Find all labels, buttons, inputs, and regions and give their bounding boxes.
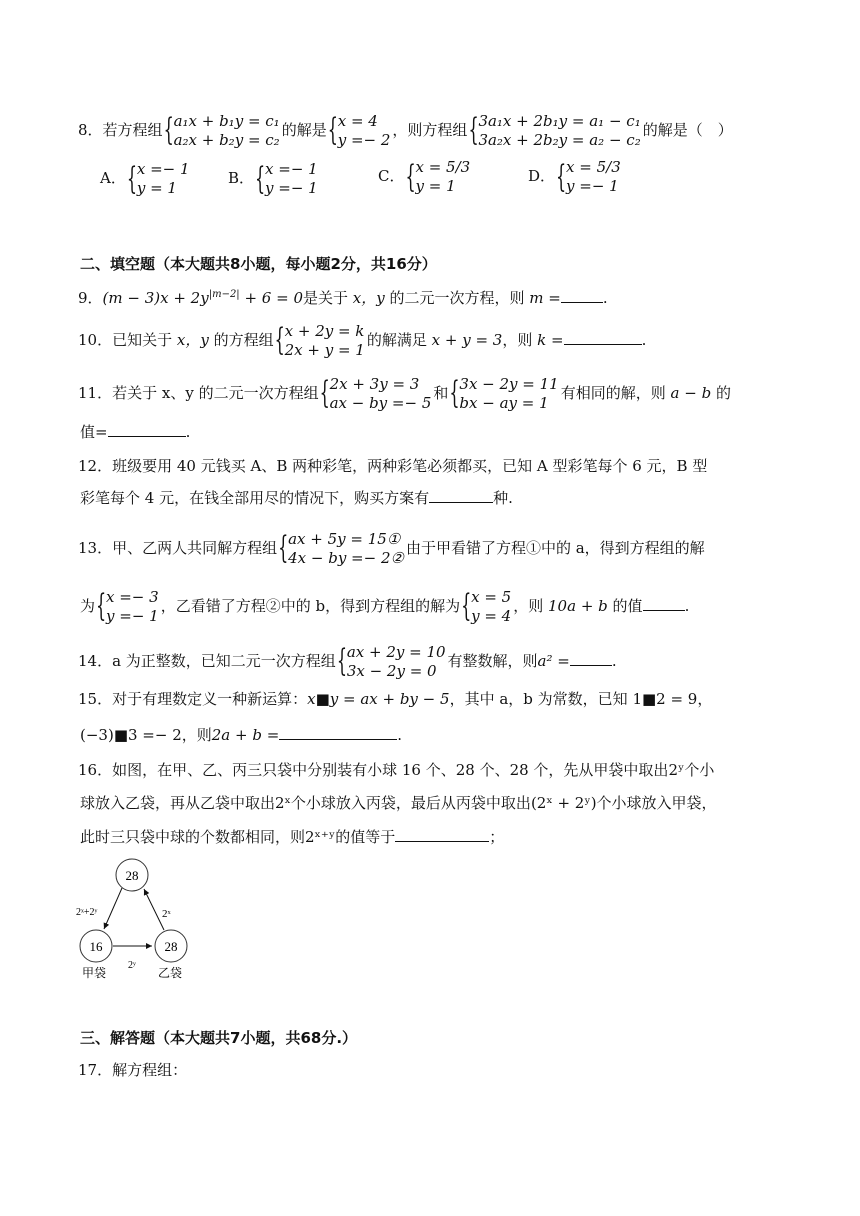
equation: 3x − 2y = 0 — [346, 662, 437, 680]
question-number: 13． — [78, 539, 113, 557]
equation: { x =− 1 — [136, 160, 190, 178]
text: ，则 — [181, 726, 212, 744]
text: 由于甲看错了方程①中的 a，得到方程组的解 — [405, 539, 705, 557]
question-15-line-2 — [80, 724, 402, 746]
text: 的解满足 — [366, 331, 427, 349]
text: . — [684, 597, 690, 615]
bag-left-count: 16 — [89, 939, 103, 954]
text: 如图，在甲、乙、丙三只袋中分别装有小球 16 个、28 个、28 个，先从甲袋中取出 — [112, 761, 669, 779]
bag-diagram — [74, 855, 204, 985]
text: 此时三只袋中球的个数都相同，则 — [80, 828, 306, 846]
edge-label-left: 2ˣ+2ʸ — [76, 907, 98, 918]
option-label: D． — [528, 167, 556, 185]
equation-system — [321, 375, 432, 413]
equation: { x = 5/3 — [415, 158, 471, 176]
equation-system — [279, 530, 404, 568]
question-8 — [78, 112, 733, 150]
equation: y =− 1 — [566, 177, 619, 195]
text: 有整数解，则 — [447, 652, 538, 670]
equation: { x =− 3 — [106, 588, 159, 606]
answer-label: 2a + b = — [211, 726, 280, 744]
equation: { x = 5/3 — [566, 158, 621, 176]
equation: y =− 2 — [337, 131, 391, 149]
arrow-top-to-left — [104, 888, 122, 929]
equation: 4x − by =− 2② — [288, 549, 404, 567]
answer-blank[interactable] — [643, 596, 685, 611]
expression: 2ˣ — [275, 794, 291, 812]
text: 个小球放入甲袋， — [596, 794, 717, 812]
text: 解方程组： — [112, 1061, 188, 1079]
expression: + 6 = 0 — [239, 289, 303, 307]
text: 甲、乙两人共同解方程组 — [112, 539, 278, 557]
question-15 — [78, 688, 712, 710]
question-number: 17． — [78, 1061, 113, 1079]
expression: a − b — [670, 384, 712, 402]
text: 的二元一次方程，则 — [389, 289, 525, 307]
equation: { x =− 1 — [265, 160, 318, 178]
answer-blank[interactable] — [564, 330, 642, 345]
equation: { 3a₁x + 2b₁y = a₁ − c₁ — [478, 112, 641, 130]
text: . — [185, 423, 191, 441]
equation-system — [165, 112, 280, 150]
bag-top-count: 28 — [125, 868, 139, 883]
variables: x，y — [352, 289, 385, 307]
equation: { x = 5 — [471, 588, 512, 606]
bag-right-count: 28 — [164, 939, 178, 954]
solution-system — [329, 112, 391, 150]
expression: x■y = ax + by − 5 — [307, 690, 450, 708]
option-label: B． — [228, 169, 255, 187]
condition: x + y = 3 — [431, 331, 503, 349]
answer-label: m = — [529, 289, 561, 307]
equation: 3a₂x + 2b₂y = a₂ − c₂ — [478, 131, 641, 149]
equation-system — [338, 643, 446, 681]
edge-label-right: 2ˣ — [162, 908, 171, 920]
answer-blank[interactable] — [570, 651, 612, 666]
equation: { 2x + 3y = 3 — [329, 375, 420, 393]
answer-label: k = — [537, 331, 564, 349]
solution-system — [97, 588, 159, 626]
equation: { ax + 2y = 10 — [346, 643, 446, 661]
text: 对于有理数定义一种新运算： — [112, 690, 308, 708]
arrow-right-to-top — [144, 889, 164, 930]
question-10 — [78, 322, 646, 360]
expression: 2ʸ — [668, 761, 685, 779]
expression: (−3)■3 =− 2 — [80, 726, 182, 744]
text: 的解是（ ） — [642, 121, 733, 139]
expression: (2ˣ + 2ʸ) — [530, 794, 597, 812]
option-system — [406, 158, 470, 196]
option-label: C． — [378, 167, 405, 185]
option-b[interactable] — [228, 160, 320, 198]
question-number: 15． — [78, 690, 113, 708]
text: 和 — [433, 384, 449, 402]
option-a[interactable] — [100, 160, 192, 198]
text: 球放入乙袋，再从乙袋中取出 — [80, 794, 276, 812]
equation: y = 4 — [471, 607, 512, 625]
text: . — [397, 726, 403, 744]
text: ； — [489, 828, 505, 846]
question-17 — [78, 1059, 187, 1081]
equation: y =− 1 — [106, 607, 159, 625]
equation: { x = 4 — [337, 112, 378, 130]
equation: { 3x − 2y = 11 — [459, 375, 559, 393]
text: ，乙看错了方程②中的 b，得到方程组的解为 — [160, 597, 461, 615]
text: . — [602, 289, 608, 307]
text: a 为正整数，已知二元一次方程组 — [112, 652, 336, 670]
question-16 — [78, 759, 714, 781]
text: 值= — [80, 423, 108, 441]
question-13-line-2 — [80, 588, 689, 626]
question-number: 8． — [78, 121, 103, 139]
text: 种. — [493, 489, 513, 507]
option-c[interactable] — [378, 158, 472, 196]
question-16-line-3 — [80, 826, 504, 848]
text: 是关于 — [302, 289, 348, 307]
question-12 — [78, 455, 707, 477]
section-title: 三、解答题（本大题共7小题，共68分.） — [80, 1029, 358, 1047]
text: ，其中 a，b 为常数，已知 — [449, 690, 628, 708]
question-16-line-2 — [80, 792, 717, 814]
equation: bx − ay = 1 — [459, 394, 549, 412]
equation: { x + 2y = k — [284, 322, 365, 340]
equation: ax − by =− 5 — [329, 394, 432, 412]
option-d[interactable] — [528, 158, 623, 196]
text: ，则方程组 — [392, 121, 468, 139]
equation-system — [450, 375, 558, 413]
text: 个小 — [684, 761, 715, 779]
option-system — [128, 160, 190, 198]
caption-yi-bag: 乙袋 — [158, 966, 183, 980]
variables: x，y — [176, 331, 209, 349]
text: . — [641, 331, 647, 349]
text: ，则 — [513, 597, 544, 615]
question-9 — [78, 284, 608, 309]
expression: 1■2 = 9， — [632, 690, 713, 708]
question-14 — [78, 643, 617, 681]
answer-blank[interactable] — [561, 288, 603, 303]
text: 班级要用 40 元钱买 A、B 两种彩笔，两种彩笔必须都买，已知 A 型彩笔每个 6 元，B 型 — [112, 457, 708, 475]
question-12-line-2 — [80, 487, 513, 509]
text: 为 — [80, 597, 96, 615]
question-number: 14． — [78, 652, 113, 670]
equation-system — [469, 112, 640, 150]
text: 若方程组 — [102, 121, 163, 139]
edge-label-bottom: 2ʸ — [128, 960, 136, 971]
question-number: 10． — [78, 331, 113, 349]
text: 的 — [715, 384, 731, 402]
caption-jia-bag: 甲袋 — [82, 966, 107, 980]
expression: 10a + b — [548, 597, 608, 615]
equation: { ax + 5y = 15① — [288, 530, 401, 548]
option-system — [557, 158, 621, 196]
question-11 — [78, 375, 731, 413]
question-13 — [78, 530, 705, 568]
answer-blank[interactable] — [395, 827, 489, 842]
text: 有相同的解，则 — [560, 384, 666, 402]
answer-blank[interactable] — [108, 422, 186, 437]
equation: y = 1 — [136, 179, 177, 197]
equation: y = 1 — [415, 177, 456, 195]
text: 的方程组 — [213, 331, 274, 349]
text: 彩笔每个 4 元，在钱全部用尽的情况下，购买方案有 — [80, 489, 430, 507]
question-number: 12． — [78, 457, 113, 475]
question-number: 9． — [78, 289, 103, 307]
text: 的解是 — [281, 121, 327, 139]
exponent: |m−2| — [208, 289, 240, 300]
equation: { a₁x + b₁y = c₁ — [173, 112, 280, 130]
expression: 2ˣ⁺ʸ — [305, 828, 336, 846]
text: 个小球放入丙袋，最后从丙袋中取出 — [290, 794, 531, 812]
text: 的值等于 — [335, 828, 396, 846]
text: ，则 — [502, 331, 533, 349]
text: 的值 — [612, 597, 643, 615]
section-title: 二、填空题（本大题共8小题，每小题2分，共16分） — [80, 255, 437, 273]
equation: 2x + y = 1 — [284, 341, 365, 359]
answer-blank[interactable] — [429, 488, 493, 503]
solution-system — [462, 588, 511, 626]
equation-system — [276, 322, 365, 360]
equation: y =− 1 — [265, 179, 318, 197]
option-system — [256, 160, 318, 198]
text: 已知关于 — [112, 331, 173, 349]
answer-label: a² = — [537, 652, 570, 670]
equation: a₂x + b₂y = c₂ — [173, 131, 280, 149]
option-label: A． — [100, 169, 126, 187]
answer-blank[interactable] — [279, 725, 397, 740]
expression: (m − 3)x + 2y — [102, 289, 209, 307]
question-number: 16． — [78, 761, 113, 779]
text: 若关于 x、y 的二元一次方程组 — [112, 384, 319, 402]
question-11-line-2 — [80, 421, 190, 443]
text: . — [611, 652, 617, 670]
question-number: 11． — [78, 384, 113, 402]
